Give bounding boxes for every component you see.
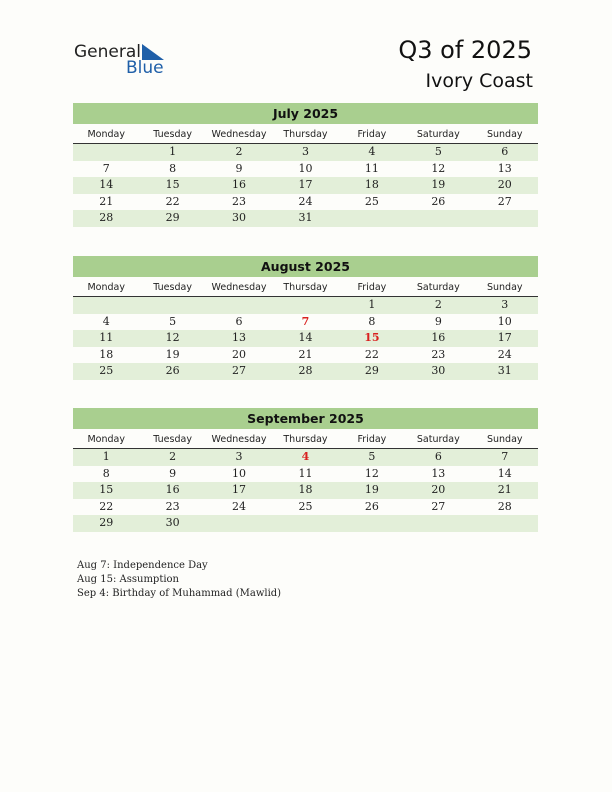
weekday-label: Friday: [357, 434, 387, 445]
week-row: [73, 314, 538, 331]
day-cell: 18: [99, 347, 114, 361]
day-cell: 21: [99, 194, 114, 208]
week-row: [73, 515, 538, 532]
weekday-label: Monday: [87, 434, 125, 445]
day-cell: 25: [99, 364, 114, 377]
holiday-note: Aug 7: Independence Day: [77, 560, 208, 571]
month-header: September 2025: [73, 408, 538, 429]
day-cell: 19: [431, 178, 446, 191]
weekday-label: Wednesday: [211, 129, 267, 140]
day-cell: [472, 210, 538, 227]
day-cell: 25: [364, 194, 379, 208]
week-row: [73, 330, 538, 347]
week-row: [73, 297, 538, 314]
day-cell: 20: [232, 347, 247, 361]
weekday-header-row: [73, 126, 538, 144]
holiday-note: Aug 15: Assumption: [77, 574, 180, 585]
day-cell: 2: [235, 145, 243, 158]
day-cell: 30: [165, 516, 180, 529]
day-cell: 17: [298, 178, 313, 191]
logo-general-text: General: [74, 42, 141, 62]
day-cell: 22: [165, 194, 180, 208]
weekday-label: Sunday: [486, 434, 523, 445]
day-cell: 9: [235, 161, 243, 175]
day-cell: 10: [497, 314, 512, 328]
day-cell: 30: [431, 364, 446, 377]
month-header: August 2025: [73, 256, 538, 277]
day-cell: 7: [501, 450, 509, 463]
day-cell: 8: [368, 314, 376, 328]
day-cell: 14: [298, 331, 313, 344]
day-cell: 26: [431, 194, 446, 208]
day-cell: 14: [497, 466, 512, 480]
day-cell: 23: [232, 194, 247, 208]
weekday-label: Tuesday: [153, 434, 192, 445]
weekday-label: Tuesday: [153, 129, 192, 140]
day-cell: [206, 515, 272, 532]
weekday-label: Monday: [87, 129, 125, 140]
holiday-day-cell: 4: [301, 450, 310, 463]
day-cell: 1: [169, 145, 177, 158]
day-cell: 16: [165, 483, 180, 496]
day-cell: 26: [364, 499, 379, 513]
weekday-label: Tuesday: [153, 282, 192, 293]
day-cell: 20: [431, 483, 446, 496]
day-cell: 29: [99, 516, 114, 529]
day-cell: 21: [298, 347, 313, 361]
day-cell: 2: [169, 450, 177, 463]
day-cell: 6: [434, 450, 442, 463]
day-cell: 5: [434, 145, 442, 158]
day-cell: 3: [501, 298, 509, 311]
day-cell: 17: [497, 331, 512, 344]
week-row: [73, 194, 538, 211]
page-title: Q3 of 2025: [398, 36, 532, 64]
day-cell: 11: [99, 331, 114, 344]
day-cell: [139, 297, 205, 314]
day-cell: 20: [497, 178, 512, 191]
logo-blue-text: Blue: [126, 58, 164, 78]
day-cell: 2: [434, 298, 442, 311]
holiday-note: Sep 4: Birthday of Muhammad (Mawlid): [77, 588, 282, 599]
day-cell: 24: [298, 194, 313, 208]
month-august: [73, 256, 538, 380]
week-row: [73, 347, 538, 364]
day-cell: 6: [235, 314, 243, 328]
day-cell: 28: [298, 364, 313, 377]
weekday-header-row: [73, 279, 538, 297]
weekday-label: Saturday: [416, 434, 460, 445]
day-cell: [339, 515, 405, 532]
day-cell: 19: [364, 483, 379, 496]
week-row: [73, 466, 538, 483]
day-cell: 9: [434, 314, 442, 328]
day-cell: 11: [298, 466, 313, 480]
day-cell: 9: [169, 466, 177, 480]
week-row: [73, 210, 538, 227]
day-cell: 31: [298, 211, 313, 224]
day-cell: 27: [497, 194, 512, 208]
day-cell: 28: [497, 499, 512, 513]
weekday-label: Sunday: [486, 282, 523, 293]
day-cell: [339, 210, 405, 227]
week-row: [73, 363, 538, 380]
day-cell: 10: [298, 161, 313, 175]
day-cell: 24: [497, 347, 512, 361]
day-cell: [272, 515, 338, 532]
day-cell: 18: [298, 483, 313, 496]
weekday-label: Friday: [357, 282, 387, 293]
day-cell: [73, 144, 139, 161]
day-cell: [73, 297, 139, 314]
day-cell: [272, 297, 338, 314]
day-cell: 8: [169, 161, 177, 175]
day-cell: 12: [364, 466, 379, 480]
day-cell: 15: [99, 483, 114, 496]
day-cell: 29: [165, 211, 180, 224]
weekday-label: Saturday: [416, 129, 460, 140]
day-cell: 8: [102, 466, 110, 480]
weekday-header-row: [73, 431, 538, 449]
weekday-label: Wednesday: [211, 282, 267, 293]
day-cell: 11: [364, 161, 379, 175]
day-cell: 6: [501, 145, 509, 158]
day-cell: 3: [301, 145, 309, 158]
day-cell: 23: [431, 347, 446, 361]
day-cell: 18: [364, 178, 379, 191]
day-cell: 27: [232, 364, 247, 377]
day-cell: 16: [232, 178, 247, 191]
day-cell: [405, 210, 471, 227]
day-cell: 5: [169, 314, 177, 328]
month-september: [73, 408, 538, 532]
holiday-day-cell: 15: [364, 331, 380, 344]
day-cell: 7: [102, 161, 110, 175]
day-cell: 14: [99, 178, 114, 191]
week-row: [73, 161, 538, 178]
day-cell: 22: [364, 347, 379, 361]
day-cell: [472, 515, 538, 532]
logo: [74, 42, 184, 78]
day-cell: 1: [102, 450, 110, 463]
day-cell: 30: [232, 211, 247, 224]
weekday-label: Thursday: [283, 129, 328, 140]
day-cell: 4: [368, 145, 376, 158]
day-cell: 26: [165, 364, 180, 377]
day-cell: 4: [102, 314, 110, 328]
day-cell: 17: [232, 483, 247, 496]
day-cell: 29: [364, 364, 379, 377]
day-cell: 21: [497, 483, 512, 496]
weekday-label: Saturday: [416, 282, 460, 293]
weekday-label: Friday: [357, 129, 387, 140]
week-row: [73, 499, 538, 516]
country-name: Ivory Coast: [425, 70, 533, 92]
week-row: [73, 177, 538, 194]
week-row: [73, 482, 538, 499]
day-cell: 24: [232, 499, 247, 513]
day-cell: 16: [431, 331, 446, 344]
day-cell: 13: [431, 466, 446, 480]
day-cell: [405, 515, 471, 532]
day-cell: 13: [497, 161, 512, 175]
day-cell: 5: [368, 450, 376, 463]
month-header: July 2025: [73, 103, 538, 124]
weekday-label: Thursday: [283, 434, 328, 445]
day-cell: 10: [232, 466, 247, 480]
day-cell: 1: [368, 298, 376, 311]
month-july: [73, 103, 538, 227]
weekday-label: Wednesday: [211, 434, 267, 445]
day-cell: 28: [99, 211, 114, 224]
day-cell: 15: [165, 178, 180, 191]
weekday-label: Thursday: [283, 282, 328, 293]
day-cell: 19: [165, 347, 180, 361]
weekday-label: Sunday: [486, 129, 523, 140]
day-cell: 31: [497, 364, 512, 377]
day-cell: 22: [99, 499, 114, 513]
weekday-label: Monday: [87, 282, 125, 293]
holiday-notes: [77, 559, 281, 601]
day-cell: 23: [165, 499, 180, 513]
week-row: [73, 144, 538, 161]
week-row: [73, 449, 538, 466]
day-cell: 12: [431, 161, 446, 175]
day-cell: 25: [298, 499, 313, 513]
day-cell: [206, 297, 272, 314]
day-cell: 3: [235, 450, 243, 463]
day-cell: 27: [431, 499, 446, 513]
holiday-day-cell: 7: [301, 314, 310, 328]
day-cell: 12: [165, 331, 180, 344]
day-cell: 13: [232, 331, 247, 344]
